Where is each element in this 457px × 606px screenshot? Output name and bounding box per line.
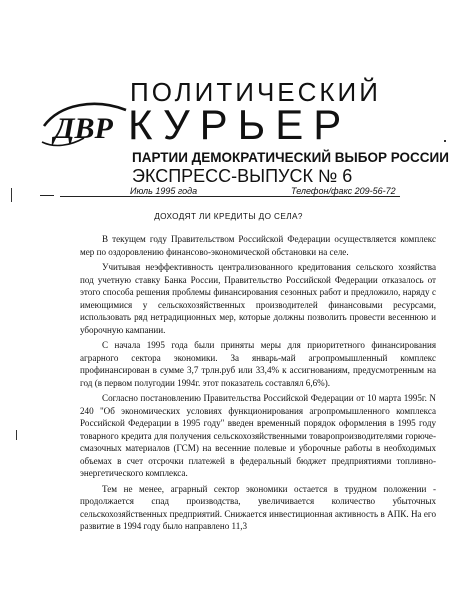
article-body	[80, 233, 436, 533]
scan-speck	[16, 430, 17, 440]
contact-phone: Телефон/факс 209-56-72	[291, 186, 396, 196]
party-name: ПАРТИИ ДЕМОКРАТИЧЕСКИЙ ВЫБОР РОССИИ	[132, 150, 449, 165]
masthead-rule	[60, 196, 400, 197]
issue-date: Июль 1995 года	[130, 186, 198, 196]
masthead-title-line1: ПОЛИТИЧЕСКИЙ	[130, 77, 381, 107]
paragraph: С начала 1995 года были приняты меры для приоритетного финансирования аграрного сектора экономики. За январь-май агропромышленный комплекс профинансирован в сумме 3,7 трлн.руб или 33,4% к ассигнованиям, предусмотренным на год (в первом полугодии 1994г. этот показатель составлял 6,6%).	[80, 340, 436, 388]
paragraph: Тем не менее, аграрный сектор экономики остается в трудном положении - продолжается спад производства, увеличивается количество убыточных сельскохозяйственных предприятий. Снижается инвестиционная активность в АПК. На его развитие в 1994 году было направлено 11,3	[80, 483, 436, 531]
dvr-logo	[40, 96, 130, 152]
article-title: ДОХОДЯТ ЛИ КРЕДИТЫ ДО СЕЛА?	[154, 212, 303, 221]
masthead-title-line2: КУРЬЕР	[128, 101, 352, 148]
paragraph: Учитывая неэффективность централизованного кредитования сельского хозяйства под учетную ставку Банка России, Правительство Российской Федерации отказалось от этого способа решения проблемы финансирования сезонных работ и предложило, наряду с имеющимися у сельскохозяйственных производителей финансовыми ресурсами, использовать ряд нетрадиционных мер, которые должны позволить провести весеннюю и уборочную кампании.	[80, 262, 436, 335]
rule-tick	[40, 195, 54, 196]
logo-lettering: ДВР	[54, 112, 113, 145]
scan-speck	[11, 188, 12, 202]
paragraph: Согласно постановлению Правительства Российской Федерации от 10 марта 1995г. N 240 "Об экономических условиях функционирования агропромышленного комплекса Российской Федерации в 1995 году" введен временный порядок оформления в 1995 году товарного кредита для получения сельскохозяйственными товаропроизводителями горюче-смазочных материалов (ГСМ) на весенние полевые и уборочные работы в необходимых объемах в счет отсрочки платежей в федеральный бюджет предприятиями топливно-энергетического комплекса.	[80, 393, 436, 478]
issue-number: ЭКСПРЕСС-ВЫПУСК № 6	[132, 166, 353, 186]
scan-speck	[444, 140, 446, 142]
paragraph: В текущем году Правительством Российской Федерации осуществляется комплекс мер по оздоровлению финансово-экономической обстановки на селе.	[80, 234, 436, 257]
